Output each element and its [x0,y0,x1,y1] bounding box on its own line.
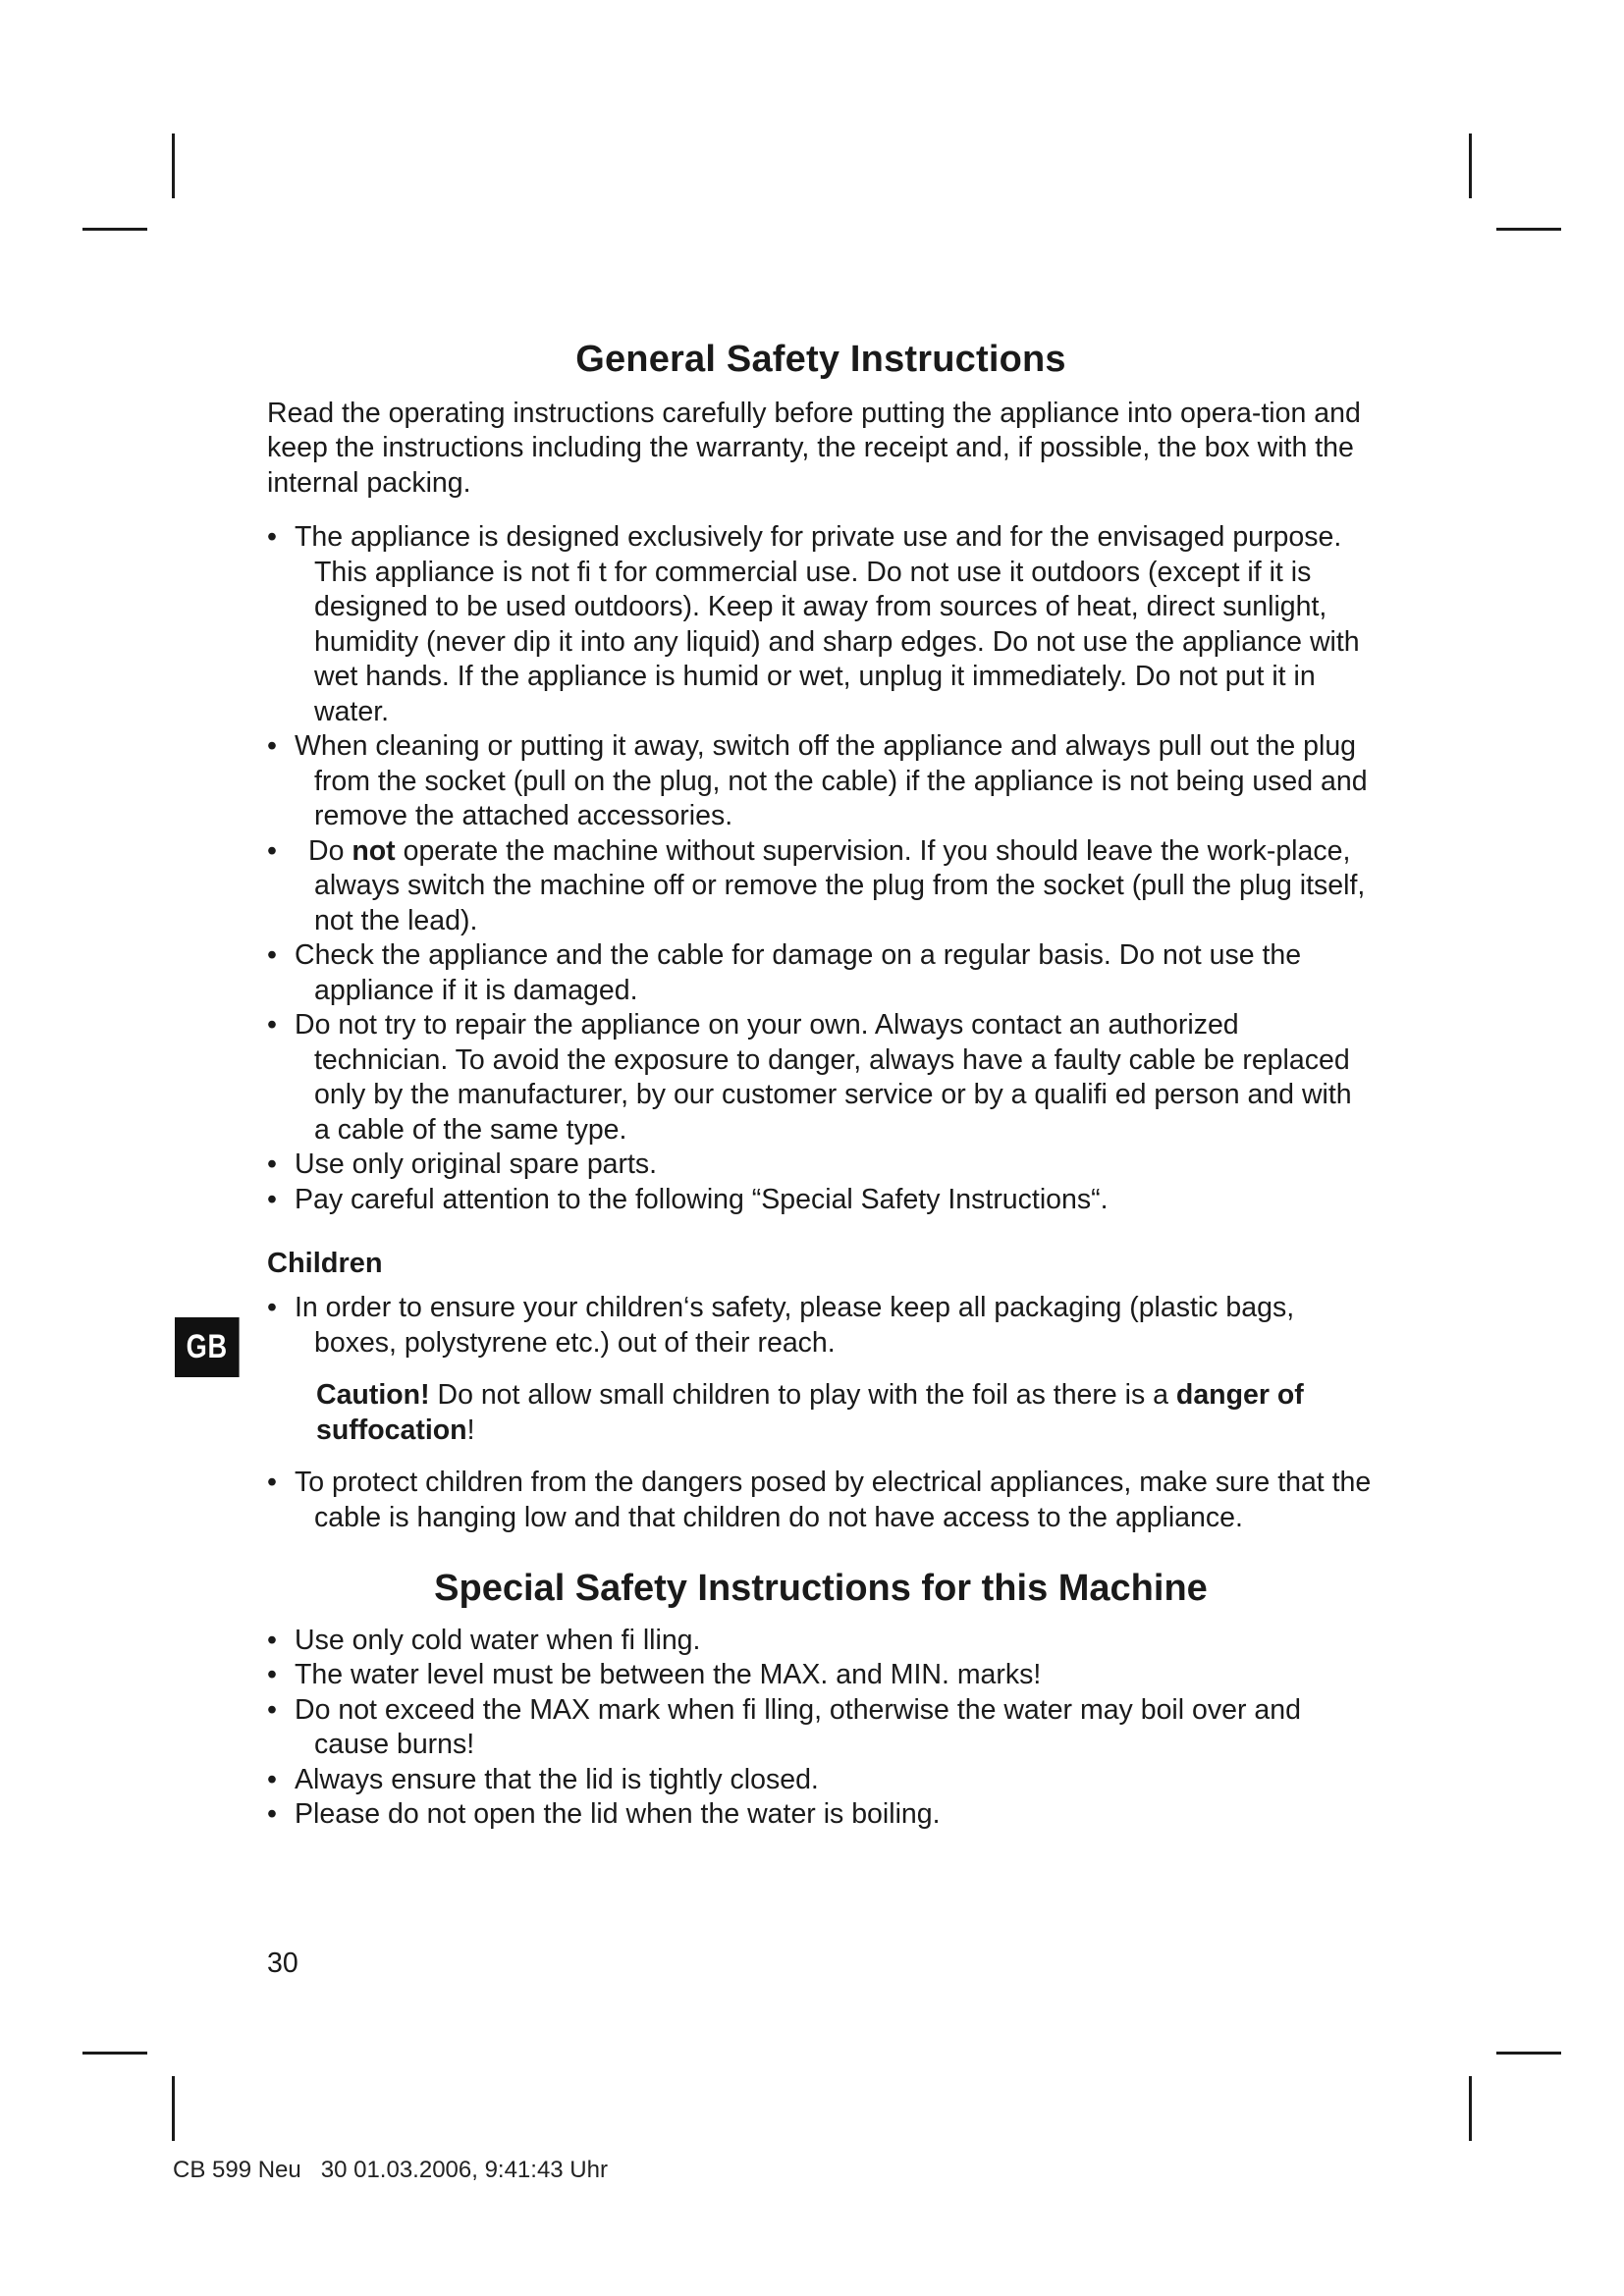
bullet-icon: • [267,1292,277,1324]
crop-mark-top-right-vertical [1469,133,1472,198]
crop-mark-bottom-left-vertical [172,2076,175,2141]
bullet-icon: • [267,1693,277,1726]
special-safety-title: Special Safety Instructions for this Machine [434,1568,1208,1610]
list-item [267,729,1375,834]
crop-mark-bottom-right-vertical [1469,2076,1472,2141]
list-item-text: operate the machine without supervision. If you should leave the work-place, always switch the machine off or remove the plug from the socket (pull the plug itself, not the lead). [314,834,1366,936]
crop-mark-top-left-vertical [172,133,175,198]
list-item [267,1658,1375,1693]
page-number: 30 [267,1948,298,1979]
list-item-text: The appliance is designed exclusively for private use and for the envisaged purpose. This appliance is not fi t for commercial use. Do not use it outdoors (except if it is designed to be used outdoors). Keep it away from sources of heat, direct sunlight, humidity (never dip it into any liquid) and sharp edges. Do not use the appliance with wet hands. If the appliance is humid or wet, unplug it immediately. Do not put it in water. [295,521,1360,727]
page-content [267,338,1375,1833]
list-item-emphasis: not [352,834,396,867]
list-item-text: Do not try to repair the appliance on your own. Always contact an authorized technician. To avoid the exposure to danger, always have a faulty cable be replaced only by the manufacturer, by our customer service or by a qualifi ed person and with a cable of the same type. [295,1009,1352,1146]
list-item [267,834,1375,939]
list-item-text: Do not exceed the MAX mark when fi lling, otherwise the water may boil over and cause burns! [295,1693,1301,1761]
crop-mark-bottom-left-horizontal [82,2052,147,2055]
caution-emphasis: danger of suffocation [316,1379,1304,1446]
special-bullet-list [267,1624,1375,1833]
bullet-icon: • [267,1798,277,1831]
list-item [267,938,1375,1008]
list-item-text: The water level must be between the MAX. and MIN. marks! [295,1659,1042,1691]
list-item [267,1763,1375,1798]
list-item [267,520,1375,729]
list-item [267,1008,1375,1148]
list-item [267,1148,1375,1183]
caution-text: Do not allow small children to play with the foil as there is a [429,1379,1176,1412]
list-item-text: Use only cold water when fi lling. [295,1624,701,1656]
bullet-icon: • [267,939,277,972]
bullet-icon: • [267,1659,277,1691]
crop-mark-top-right-horizontal [1496,228,1561,231]
list-item-text: Please do not open the lid when the water is boiling. [295,1798,941,1831]
list-item-text: Check the appliance and the cable for damage on a regular basis. Do not use the appliance if it is damaged. [295,939,1302,1006]
list-item [267,1624,1375,1659]
list-item-text: To protect children from the dangers posed by electrical appliances, make sure that the cable is hanging low and that children do not have access to the appliance. [295,1467,1372,1533]
bullet-icon: • [267,1183,277,1215]
list-item-text: Pay careful attention to the following “Special Safety Instructions“. [295,1183,1109,1215]
list-item-text: Always ensure that the lid is tightly closed. [295,1763,819,1795]
bullet-icon: • [267,834,277,867]
list-item [267,1693,1375,1763]
list-item-lead: Do [308,834,352,867]
general-safety-title: General Safety Instructions [575,339,1066,380]
bullet-icon: • [267,521,277,554]
list-item-text: Use only original spare parts. [295,1148,658,1181]
children-heading: Children [267,1248,383,1280]
bullet-icon: • [267,1148,277,1181]
bullet-icon: • [267,1009,277,1041]
general-intro: Read the operating instructions carefully before putting the appliance into opera-tion and keep the instructions including the warranty, the receipt and, if possible, the box with the internal packing. [267,397,1361,499]
crop-mark-bottom-right-horizontal [1496,2052,1561,2055]
bullet-icon: • [267,1624,277,1656]
general-bullet-list [267,520,1375,1217]
children-bullet-list-2 [267,1466,1375,1535]
list-item [267,1466,1375,1535]
caution-end: ! [466,1414,475,1446]
caution-note [316,1378,1375,1448]
list-item-text: In order to ensure your children‘s safety, please keep all packaging (plastic bags, boxes, polystyrene etc.) out of their reach. [295,1292,1295,1359]
bullet-icon: • [267,1467,277,1499]
print-footer: CB 599 Neu 30 01.03.2006, 9:41:43 Uhr [173,2157,608,2183]
bullet-icon: • [267,730,277,763]
bullet-icon: • [267,1763,277,1795]
language-badge: GB [175,1317,240,1377]
caution-label: Caution! [316,1379,430,1412]
children-bullet-list-1 [267,1291,1375,1361]
list-item [267,1797,1375,1833]
list-item-text: When cleaning or putting it away, switch off the appliance and always pull out the plug from the socket (pull on the plug, not the cable) if the appliance is not being used and remove the attached accessories. [295,730,1368,832]
list-item [267,1291,1375,1361]
crop-mark-top-left-horizontal [82,228,147,231]
list-item [267,1183,1375,1218]
